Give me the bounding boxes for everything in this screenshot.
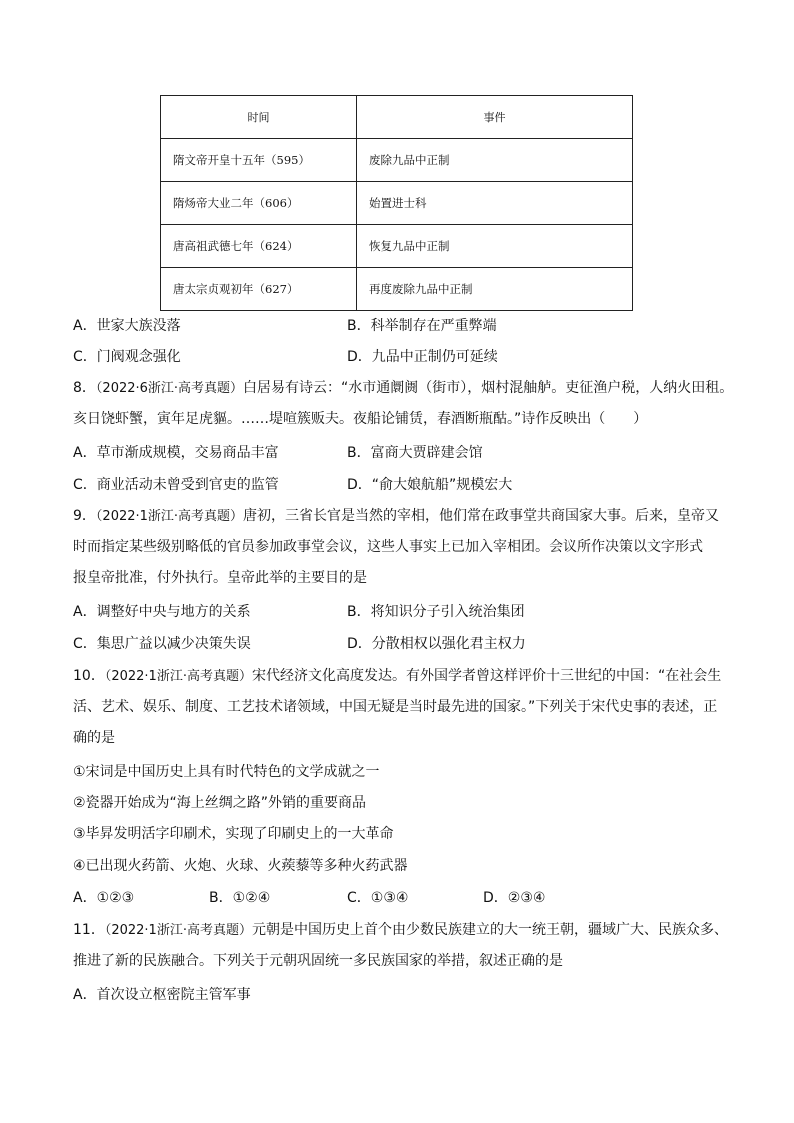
q8-stem-line-1 [73, 378, 733, 399]
q8-stem-line-2: 亥日饶虾蟹，寅年足虎貙。……堤喧簇贩夫。夜船论铺赁，春酒断瓶酤。”诗作反映出（ ） [73, 411, 648, 427]
table-cell-event: 废除九品中正制 [357, 139, 633, 182]
q9-stem-line-3: 报皇帝批准，付外执行。皇帝此举的主要目的是 [73, 570, 367, 586]
table-row [161, 139, 633, 182]
q11-option-a: A．首次设立枢密院主管军事 [73, 987, 251, 1003]
q10-source: （2022·1浙江·高考真题） [104, 669, 252, 684]
q10-stem-line-3: 确的是 [73, 730, 115, 746]
table-cell-time: 唐太宗贞观初年（627） [161, 268, 357, 311]
q10-statement-2: ②瓷器开始成为“海上丝绸之路”外销的重要商品 [73, 795, 367, 811]
table-row [161, 268, 633, 311]
q9-stem-line-1 [73, 506, 719, 527]
table-row [161, 225, 633, 268]
q11-number: 11． [73, 922, 105, 938]
q9-source: （2022·1浙江·高考真题） [95, 509, 244, 524]
q9-option-a: A．调整好中央与地方的关系 [73, 604, 251, 620]
q8-option-b: B．富商大贾辟建会馆 [347, 445, 483, 461]
q8-option-c: C．商业活动未曾受到官吏的监管 [73, 477, 279, 493]
q10-option-a: A．①②③ [73, 890, 135, 906]
q9-option-c: C．集思广益以减少决策失误 [73, 636, 251, 652]
q10-option-d: D．②③④ [483, 890, 546, 906]
table-cell-event: 再度废除九品中正制 [357, 268, 633, 311]
table-cell-time: 唐高祖武德七年（624） [161, 225, 357, 268]
q8-option-a: A．草市渐成规模，交易商品丰富 [73, 445, 279, 461]
column-header-event: 事件 [357, 96, 633, 139]
q7-option-b: B．科举制存在严重弊端 [347, 318, 497, 334]
q10-statement-4: ④已出现火药箭、火炮、火球、火蒺藜等多种火药武器 [73, 858, 408, 874]
table-cell-event: 恢复九品中正制 [357, 225, 633, 268]
q9-number: 9． [73, 508, 96, 524]
events-table [160, 95, 633, 311]
q11-stem-text: 元朝是中国历史上首个由少数民族建立的大一统王朝，疆域广大、民族众多、 [251, 922, 728, 938]
table-row [161, 182, 633, 225]
q10-statement-1: ①宋词是中国历史上具有时代特色的文学成就之一 [73, 764, 380, 780]
q11-source: （2022·1浙江·高考真题） [104, 923, 252, 938]
q8-stem-text: 白居易有诗云：“水市通阛阓（街市），烟村混舳舻。吏征渔户税，人纳火田租。 [243, 380, 734, 396]
q10-stem-text: 宋代经济文化高度发达。有外国学者曾这样评价十三世纪的中国：“在社会生 [251, 668, 722, 684]
q9-option-b: B．将知识分子引入统治集团 [347, 604, 525, 620]
q8-source: （2022·6浙江·高考真题） [95, 381, 244, 396]
q9-stem-line-2: 时而指定某些级别略低的官员参加政事堂会议，这些人事实上已加入宰相团。会议所作决策以文字形式 [73, 539, 703, 555]
q8-number: 8． [73, 380, 96, 396]
q7-option-d: D．九品中正制仍可延续 [347, 349, 498, 365]
q10-number: 10． [73, 668, 105, 684]
table-header-row [161, 96, 633, 139]
q10-stem-line-2: 活、艺术、娱乐、制度、工艺技术诸领域，中国无疑是当时最先进的国家。”下列关于宋代史事的表述，正 [73, 699, 718, 715]
q7-option-a: A．世家大族没落 [73, 318, 181, 334]
q7-option-c: C．门阀观念强化 [73, 349, 181, 365]
q8-option-d: D．“俞大娘航船”规模宏大 [347, 477, 513, 493]
q9-stem-text: 唐初，三省长官是当然的宰相，他们常在政事堂共商国家大事。后来，皇帝又 [243, 508, 720, 524]
q9-option-d: D．分散相权以强化君主权力 [347, 636, 526, 652]
column-header-time: 时间 [161, 96, 357, 139]
q11-stem-line-1 [73, 920, 728, 941]
q10-statement-3: ③毕昇发明活字印刷术，实现了印刷史上的一大革命 [73, 826, 394, 842]
q11-stem-line-2: 推进了新的民族融合。下列关于元朝巩固统一多民族国家的举措，叙述正确的是 [73, 953, 563, 969]
table-cell-event: 始置进士科 [357, 182, 633, 225]
q10-option-c: C．①③④ [347, 890, 409, 906]
table-cell-time: 隋炀帝大业二年（606） [161, 182, 357, 225]
q10-option-b: B．①②④ [209, 890, 271, 906]
table-cell-time: 隋文帝开皇十五年（595） [161, 139, 357, 182]
q10-stem-line-1 [73, 666, 721, 687]
